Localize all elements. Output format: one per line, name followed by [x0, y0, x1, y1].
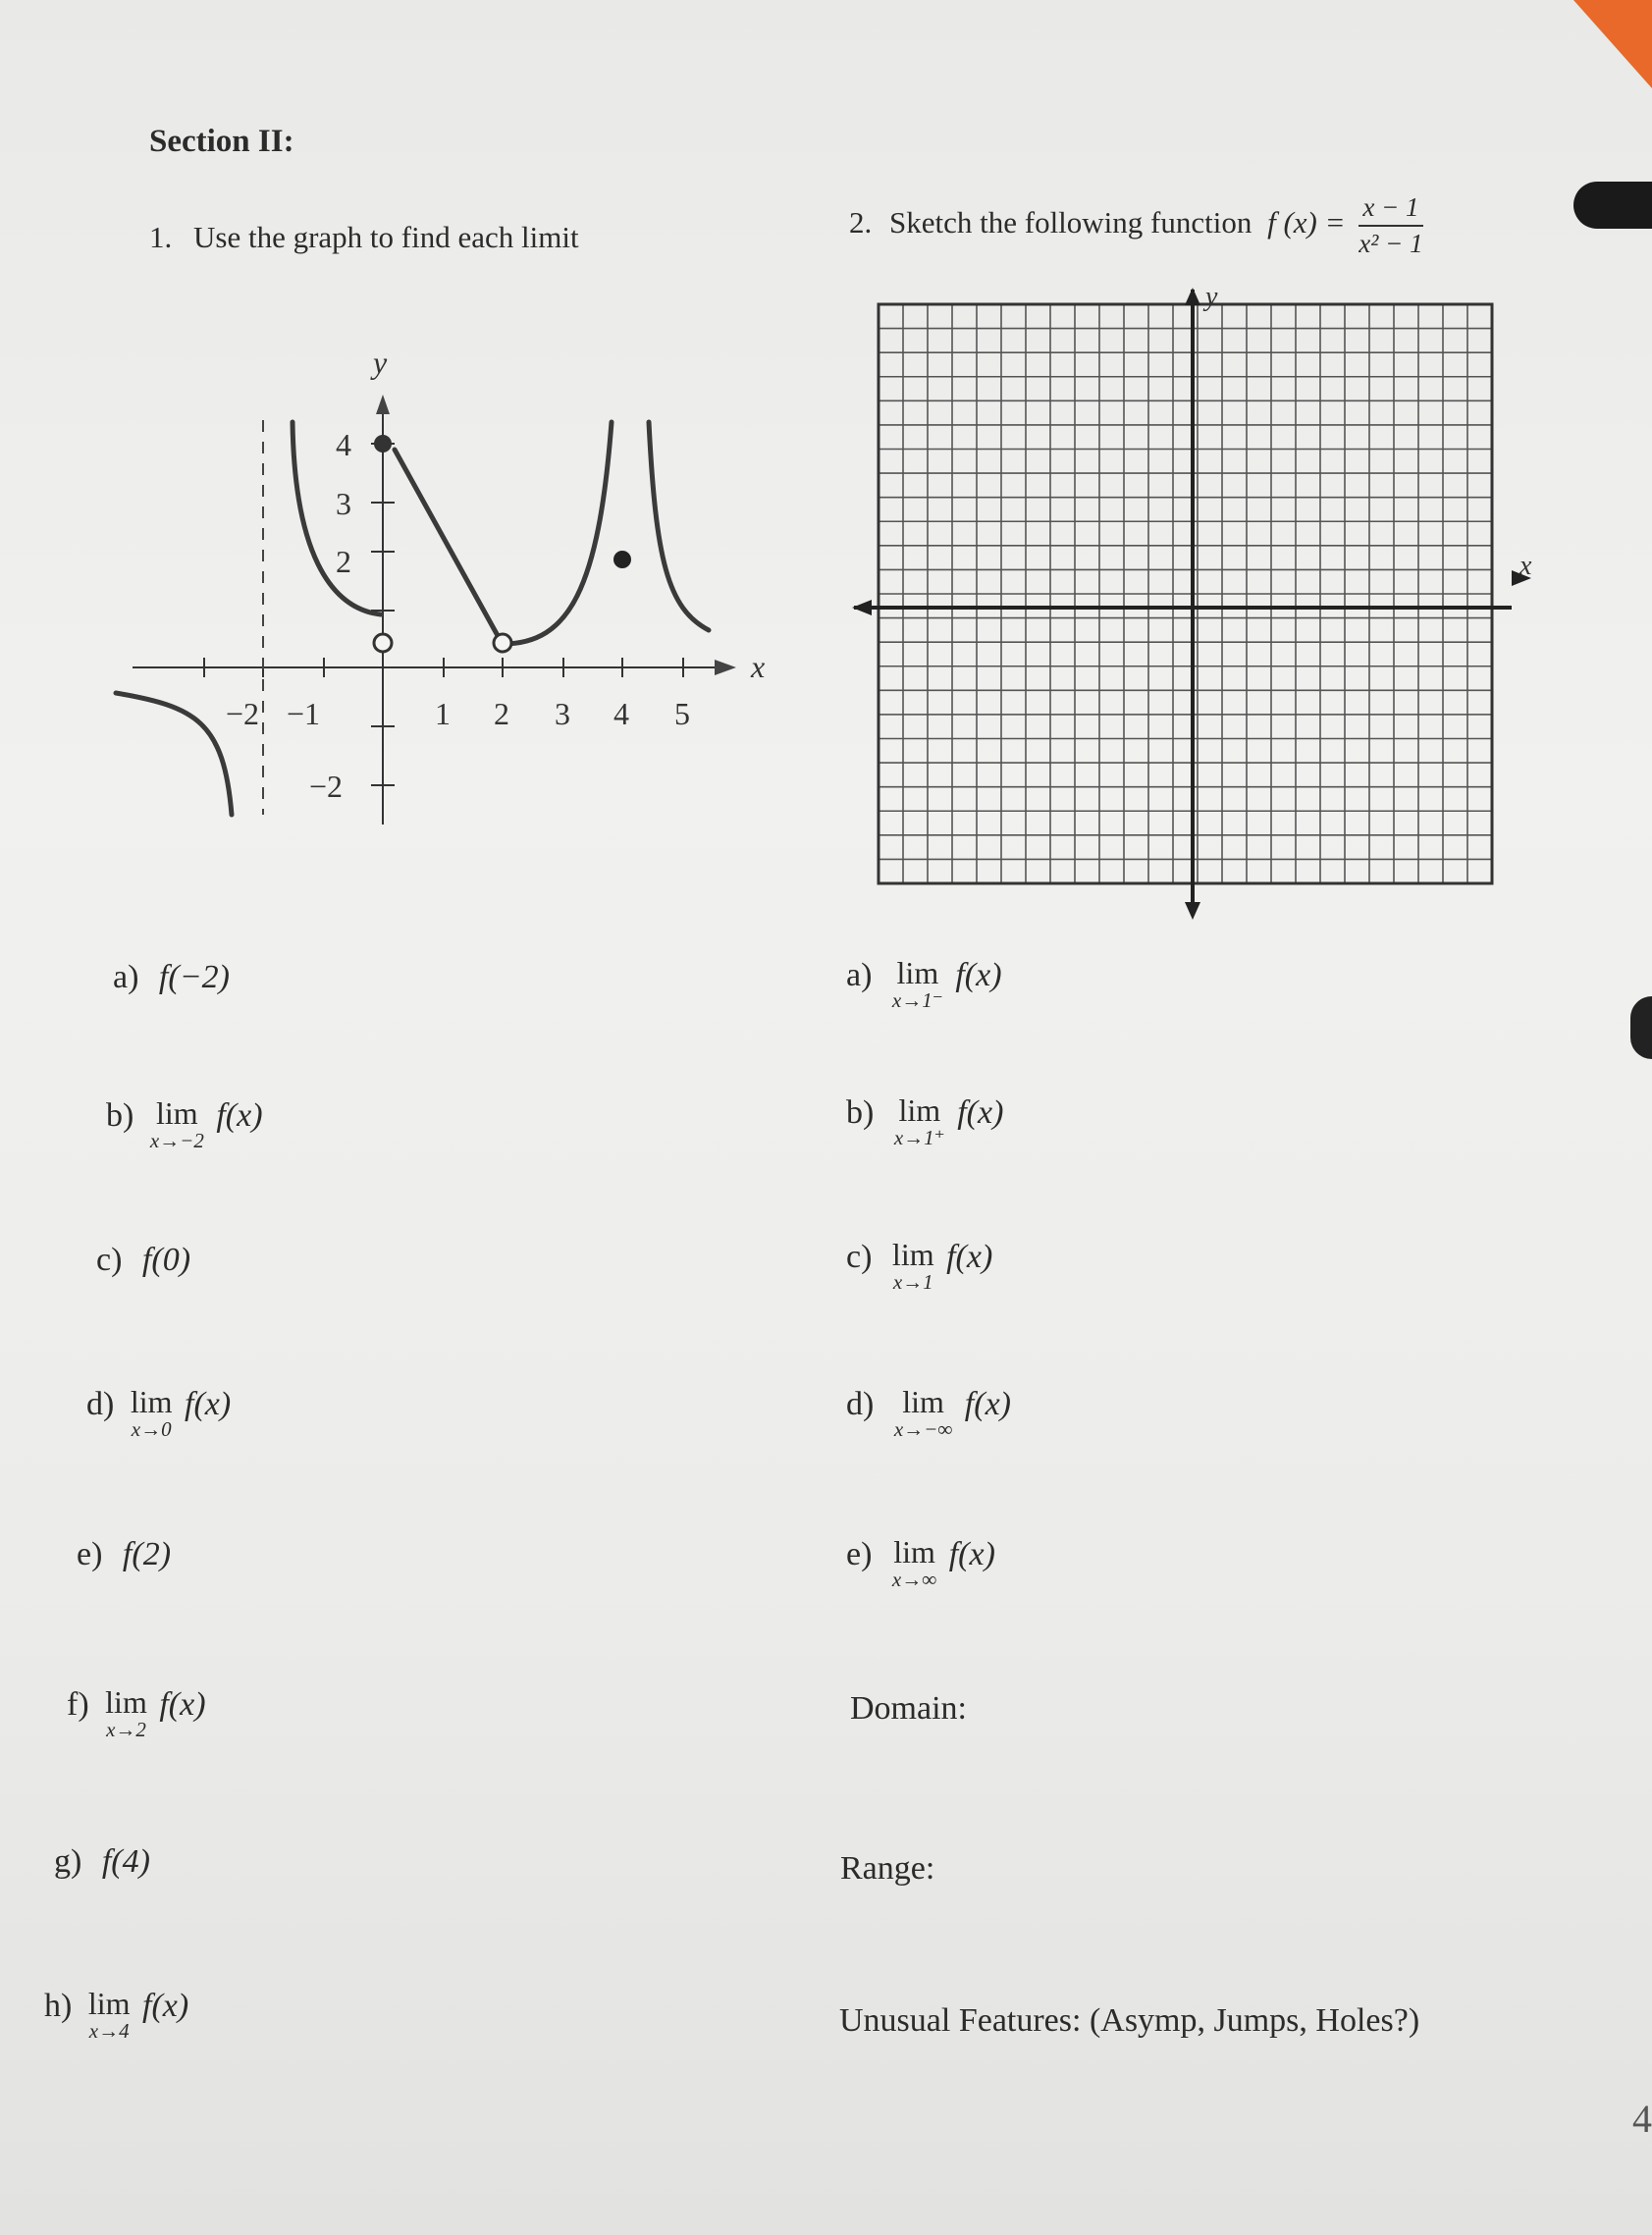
item-expression: f(4)	[101, 1843, 150, 1880]
x-axis-arrow	[715, 660, 736, 675]
y-tick-label: 3	[336, 486, 351, 521]
item-function: f(x)	[185, 1386, 232, 1422]
item-label: c)	[846, 1239, 873, 1275]
item-function: f(x)	[946, 1239, 993, 1275]
right-branch-curve	[649, 422, 709, 630]
item-label: a)	[113, 959, 139, 995]
item-function: f(x)	[142, 1988, 189, 2024]
x-tick-label: −1	[287, 696, 321, 731]
grid-x-label: x	[1519, 551, 1532, 581]
q1-item-g	[54, 1843, 150, 1881]
item-label: h)	[44, 1988, 73, 2024]
item-function: f(x)	[948, 1536, 995, 1572]
q1-item-f	[67, 1686, 206, 1740]
lim-subscript: x→−∞	[893, 1417, 953, 1441]
q1-prompt: Use the graph to find each limit	[193, 220, 579, 254]
item-label: e)	[846, 1536, 873, 1572]
lim-word: lim	[87, 1986, 131, 2021]
left-branch-curve	[116, 693, 232, 815]
q2-prompt: Sketch the following function	[889, 205, 1252, 240]
q2-number: 2.	[849, 205, 873, 240]
item-function: f(x)	[957, 1094, 1004, 1131]
lim-word: lim	[891, 1237, 934, 1272]
q2-header	[849, 192, 1423, 259]
x-tick-label: 2	[494, 696, 509, 731]
lim-subscript: x→−2	[149, 1129, 204, 1152]
grid-y-arrow-up	[1185, 288, 1200, 305]
x-tick-label: 1	[435, 696, 451, 731]
q1-graph	[98, 334, 785, 844]
q2-function-fraction	[1359, 192, 1422, 259]
q2-numerator: x − 1	[1359, 192, 1422, 227]
item-function: f(x)	[216, 1097, 263, 1134]
item-label: d)	[846, 1386, 875, 1422]
q1-item-b	[106, 1097, 263, 1151]
open-point-2	[494, 634, 511, 652]
lim-word: lim	[130, 1384, 173, 1419]
graph-y-label: y	[373, 345, 388, 380]
q2-sketch-grid[interactable]	[844, 280, 1551, 928]
q2-item-d	[846, 1386, 1011, 1440]
item-expression: f(−2)	[158, 959, 230, 995]
range-label: Range:	[840, 1850, 935, 1887]
y-tick-label: −2	[309, 769, 344, 804]
page-number: 4	[1632, 2097, 1652, 2141]
q1-header	[149, 220, 579, 255]
q1-item-d	[86, 1386, 231, 1440]
graph-x-label: x	[751, 649, 766, 684]
x-tick-label: −2	[226, 696, 260, 731]
q2-denominator: x² − 1	[1359, 229, 1423, 259]
lim-subscript: x→1⁺	[893, 1126, 945, 1149]
y-tick-label: 4	[336, 427, 351, 462]
q2-item-a	[846, 957, 1002, 1011]
x-tick-label: 5	[674, 696, 690, 731]
lim-subscript: x→1	[892, 1270, 933, 1294]
item-label: a)	[846, 957, 873, 993]
q2-item-b	[846, 1094, 1003, 1148]
lim-word: lim	[896, 955, 939, 990]
item-label: f)	[67, 1686, 89, 1723]
grid-y-arrow-down	[1185, 902, 1200, 920]
q1-item-e	[77, 1536, 171, 1573]
domain-label: Domain:	[850, 1690, 967, 1727]
q2-item-e	[846, 1536, 995, 1590]
q1-item-c	[96, 1242, 190, 1279]
line-segment	[395, 450, 501, 641]
binder-ring-decoration	[1630, 996, 1652, 1059]
q1-number: 1.	[149, 220, 173, 254]
grid-lines	[879, 304, 1492, 883]
lim-subscript: x→1⁻	[891, 988, 943, 1012]
closed-point-0-4	[374, 435, 392, 452]
item-expression: f(0)	[141, 1242, 191, 1278]
middle-right-curve	[503, 422, 612, 644]
lim-word: lim	[155, 1095, 198, 1131]
y-axis-arrow	[376, 395, 390, 414]
item-label: d)	[86, 1386, 115, 1422]
section-title: Section II:	[149, 124, 294, 159]
item-function: f(x)	[955, 957, 1002, 993]
q1-item-a	[113, 959, 230, 996]
item-label: e)	[77, 1536, 103, 1572]
item-expression: f(2)	[122, 1536, 172, 1572]
binder-clip-decoration	[1573, 182, 1652, 229]
unusual-features-label: Unusual Features: (Asymp, Jumps, Holes?)	[839, 2002, 1420, 2039]
item-label: b)	[846, 1094, 875, 1131]
q1-item-h	[44, 1988, 188, 2042]
item-label: c)	[96, 1242, 123, 1278]
lim-subscript: x→∞	[891, 1568, 937, 1591]
lim-subscript: x→4	[88, 2019, 130, 2043]
open-point-0	[374, 634, 392, 652]
item-function: f(x)	[159, 1686, 206, 1723]
grid-x-arrow-left	[852, 600, 872, 615]
item-label: g)	[54, 1843, 82, 1880]
x-tick-label: 4	[613, 696, 629, 731]
closed-point-4	[613, 551, 631, 568]
lim-word: lim	[893, 1534, 935, 1570]
lim-word: lim	[902, 1384, 944, 1419]
item-label: b)	[106, 1097, 134, 1134]
lim-subscript: x→0	[131, 1417, 172, 1441]
q2-function-lhs: f (x) =	[1267, 205, 1346, 240]
lim-word: lim	[898, 1092, 941, 1128]
lim-subscript: x→2	[106, 1718, 146, 1741]
lim-word: lim	[105, 1684, 147, 1720]
item-function: f(x)	[964, 1386, 1011, 1422]
orange-tab-decoration	[1573, 0, 1652, 88]
x-tick-label: 3	[555, 696, 570, 731]
y-tick-label: 2	[336, 544, 351, 579]
q2-item-c	[846, 1239, 992, 1293]
grid-y-label: y	[1205, 282, 1218, 312]
